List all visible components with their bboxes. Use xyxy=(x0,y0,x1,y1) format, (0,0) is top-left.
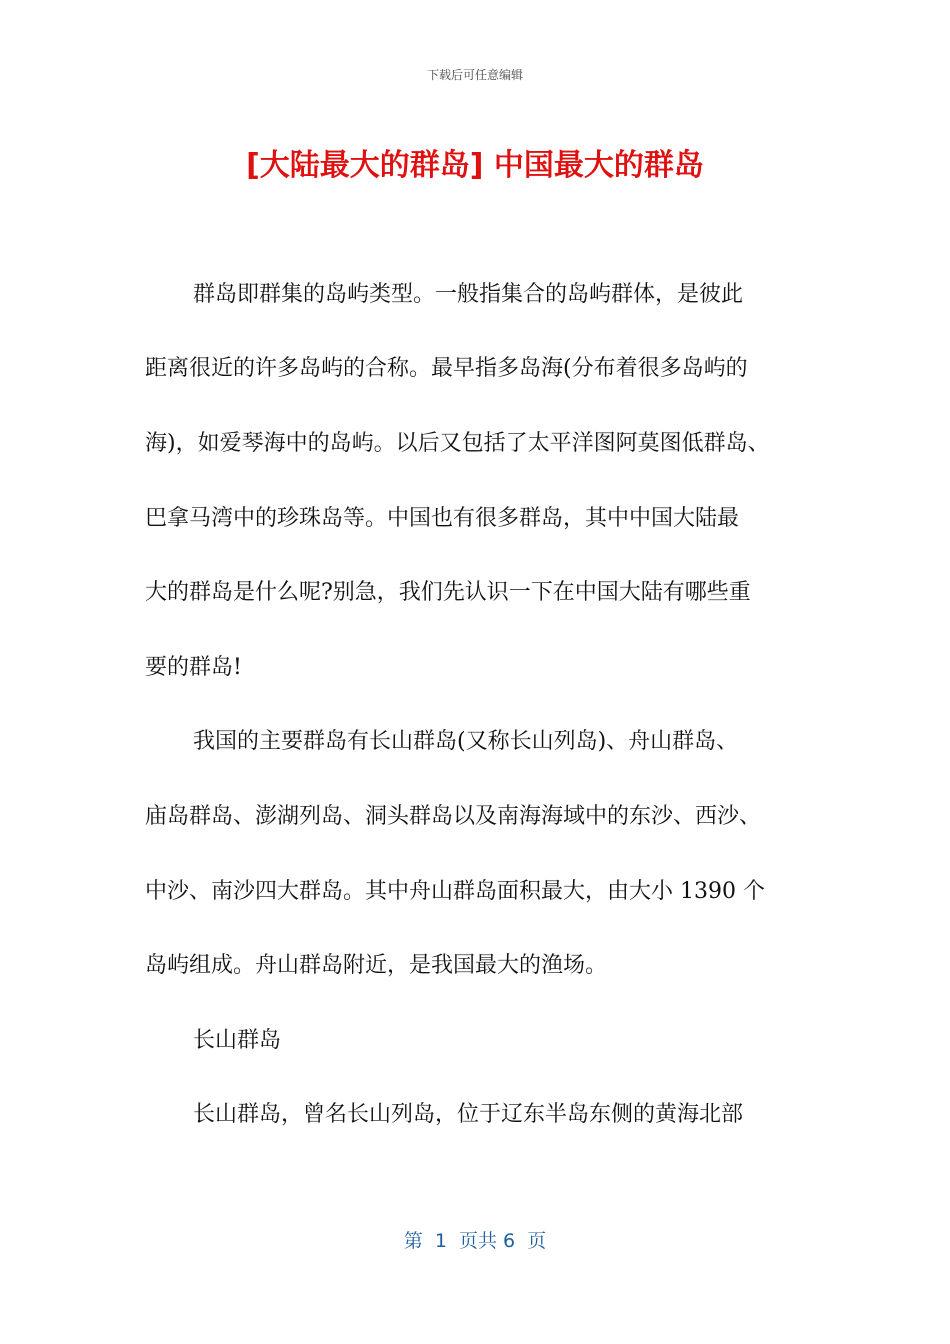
paragraph-line: 岛屿组成。舟山群岛附近，是我国最大的渔场。 xyxy=(145,953,608,978)
paragraph-line: 海)，如爱琴海中的岛屿。以后又包括了太平洋图阿莫图低群岛、 xyxy=(145,431,770,456)
paragraph-line: 巴拿马湾中的珍珠岛等。中国也有很多群岛，其中中国大陆最 xyxy=(145,506,740,531)
paragraph-line: 群岛即群集的岛屿类型。一般指集合的岛屿群体，是彼此 xyxy=(193,282,744,307)
paragraph-line: 要的群岛! xyxy=(145,655,242,680)
paragraph-line: 我国的主要群岛有长山群岛(又称长山列岛)、舟山群岛、 xyxy=(193,729,739,754)
paragraph-line: 中沙、南沙四大群岛。其中舟山群岛面积最大，由大小 1390 个 xyxy=(145,879,765,904)
document-title: [大陆最大的群岛] 中国最大的群岛 xyxy=(246,148,704,183)
paragraph-line: 长山群岛，曾名长山列岛，位于辽东半岛东侧的黄海北部 xyxy=(193,1102,744,1127)
section-heading: 长山群岛 xyxy=(193,1028,282,1053)
paragraph-line: 距离很近的许多岛屿的合称。最早指多岛海(分布着很多岛屿的 xyxy=(145,356,748,381)
header-note: 下载后可任意编辑 xyxy=(426,68,523,82)
paragraph-line: 庙岛群岛、澎湖列岛、洞头群岛以及南海海域中的东沙、西沙、 xyxy=(145,804,762,829)
paragraph-line: 大的群岛是什么呢?别急，我们先认识一下在中国大陆有哪些重 xyxy=(145,580,751,605)
page-footer: 第 1 页共 6 页 xyxy=(403,1230,547,1252)
